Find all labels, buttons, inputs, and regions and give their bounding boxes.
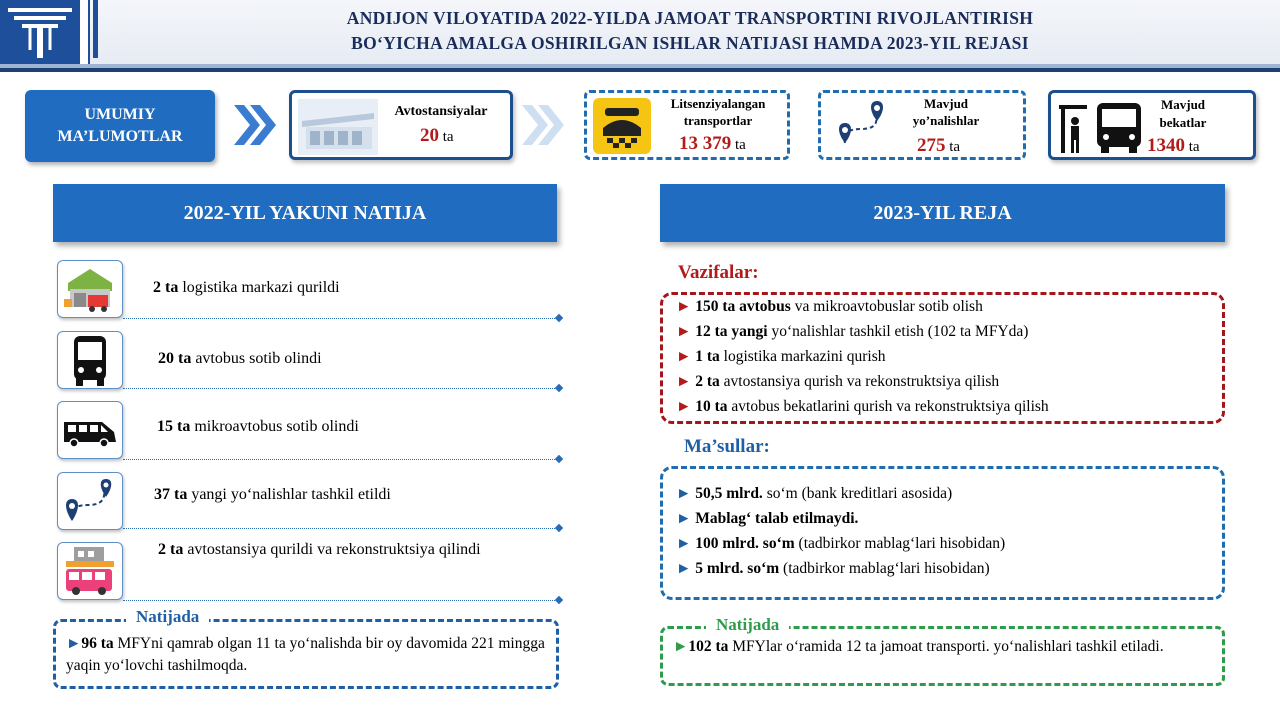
- divider-dot: [555, 596, 563, 604]
- task-item: [676, 295, 983, 319]
- left-result-title: Natijada: [126, 607, 209, 627]
- result-bold: 102 ta: [688, 638, 729, 655]
- task-text: avtobus bekatlarini qurish va rekonstruktsiya qilish: [731, 398, 1049, 415]
- source-text: (tadbirkor mablag‘lari hisobidan): [783, 560, 990, 577]
- task-bold: 150 ta avtobus: [695, 298, 791, 315]
- divider-dot: [555, 384, 563, 392]
- divider: [123, 600, 559, 601]
- result-text: MFYlar o‘ramida 12 ta jamoat transporti. yo‘nalishlari tashkil etiladi.: [732, 638, 1164, 655]
- task-text: avtostansiya qurish va rekonstruktsiya qilish: [723, 373, 1000, 390]
- card-unit: ta: [735, 137, 746, 153]
- triangle-right-icon: ►: [676, 348, 692, 365]
- item-text: avtostansiya qurildi va rekonstruktsiya qilindi: [187, 541, 481, 558]
- result-bold: 96 ta: [81, 635, 114, 652]
- card-label-line-2: yo’nalishlar: [912, 113, 980, 128]
- logo: [0, 0, 100, 64]
- task-item: [676, 345, 886, 369]
- general-label-line-1: UMUMIY: [84, 106, 156, 123]
- divider: [123, 528, 559, 529]
- source-item: [676, 482, 952, 506]
- card-label-line-1: Mavjud: [923, 96, 969, 111]
- list-item: [158, 539, 522, 561]
- source-bold: Mablag‘ talab etilmaydi.: [695, 510, 859, 527]
- warehouse-icon: [57, 260, 123, 318]
- source-text: (tadbirkor mablag‘lari hisobidan): [798, 535, 1006, 552]
- card-value: [1147, 135, 1200, 157]
- route-icon: [57, 472, 123, 530]
- card-label-line-1: Litsenziyalangan: [670, 96, 766, 111]
- item-bold: 20 ta: [158, 350, 192, 367]
- task-bold: 12 ta yangi: [695, 323, 768, 340]
- card-label-line-2: bekatlar: [1159, 115, 1207, 130]
- triangle-right-icon: ►: [673, 638, 689, 655]
- triangle-right-icon: ►: [676, 323, 692, 340]
- card-label: [1143, 96, 1223, 132]
- task-text: va mikroavtobuslar sotib olish: [794, 298, 983, 315]
- card-value: [420, 125, 454, 147]
- right-result-text: [673, 636, 1217, 658]
- divider: [123, 318, 559, 319]
- item-bold: 2 ta: [153, 279, 179, 296]
- task-text: logistika markazini qurish: [723, 348, 886, 365]
- task-item: [676, 320, 1028, 344]
- item-text: mikroavtobus sotib olindi: [194, 418, 359, 435]
- card-licensed-transport: [584, 90, 790, 160]
- chevron-right-icon: [232, 103, 280, 147]
- list-item: [157, 416, 359, 438]
- card-number: 20: [420, 125, 439, 146]
- task-text: yo‘nalishlar tashkil etish (102 ta MFYda): [771, 323, 1029, 340]
- card-unit: ta: [949, 139, 961, 155]
- triangle-right-icon: ►: [676, 398, 692, 415]
- page-title: [140, 6, 1240, 56]
- list-item: [154, 484, 391, 506]
- divider-dot: [555, 314, 563, 322]
- card-value: [679, 133, 746, 155]
- sources-title: Ma’sullar:: [684, 436, 770, 457]
- source-bold: 50,5 mlrd.: [695, 485, 763, 502]
- source-bold: 100 mlrd. so‘m: [695, 535, 795, 552]
- task-item: [676, 370, 999, 394]
- route-pin-icon: [831, 99, 891, 155]
- task-item: [676, 395, 1049, 419]
- triangle-right-icon: ►: [676, 510, 692, 527]
- taxi-icon: [593, 98, 651, 154]
- divider: [123, 459, 559, 460]
- item-text: logistika markazi qurildi: [182, 279, 340, 296]
- task-bold: 1 ta: [695, 348, 720, 365]
- card-label: [653, 95, 783, 129]
- right-result-title: Natijada: [706, 615, 789, 635]
- card-routes: [818, 90, 1026, 160]
- item-bold: 15 ta: [157, 418, 191, 435]
- bus-stop-icon: [1057, 99, 1149, 155]
- triangle-right-icon: ►: [676, 535, 692, 552]
- card-label: [891, 95, 1001, 129]
- header-bar: [0, 0, 1280, 72]
- task-bold: 10 ta: [695, 398, 728, 415]
- triangle-right-icon: ►: [676, 560, 692, 577]
- general-label-line-2: MA’LUMOTLAR: [57, 128, 183, 145]
- bus-station-icon: [298, 99, 378, 155]
- chevron-right-faded-icon: [520, 103, 568, 147]
- triangle-right-icon: ►: [676, 485, 692, 502]
- card-label-line-2: transportlar: [683, 113, 753, 128]
- triangle-right-icon: ►: [676, 373, 692, 390]
- left-section-title: 2022-YIL YAKUNI NATIJA: [53, 184, 557, 242]
- divider: [123, 388, 559, 389]
- source-text: so‘m (bank kreditlari asosida): [766, 485, 953, 502]
- item-bold: 37 ta: [154, 486, 188, 503]
- minibus-icon: [57, 401, 123, 459]
- card-unit: ta: [1188, 139, 1200, 155]
- left-result-text: [66, 633, 552, 677]
- card-value: [917, 135, 960, 157]
- general-info-label: [25, 90, 215, 162]
- card-number: 275: [917, 135, 946, 156]
- source-item: [676, 507, 858, 531]
- task-bold: 2 ta: [695, 373, 720, 390]
- triangle-right-icon: ►: [66, 635, 82, 652]
- header-stripe: [0, 64, 1280, 68]
- tasks-title: Vazifalar:: [678, 262, 759, 283]
- card-bus-stations: [289, 90, 513, 160]
- bus-icon: [57, 331, 123, 389]
- item-bold: 2 ta: [158, 541, 184, 558]
- title-line-1: ANDIJON VILOYATIDA 2022-YILDA JAMOAT TRANSPORTINI RIVOJLANTIRISH: [346, 8, 1034, 28]
- title-line-2: BO‘YICHA AMALGA OSHIRILGAN ISHLAR NATIJASI HAMDA 2023-YIL REJASI: [351, 33, 1029, 53]
- transport-logo-icon: [0, 0, 100, 64]
- source-item: [676, 557, 990, 581]
- item-text: yangi yo‘nalishlar tashkil etildi: [191, 486, 391, 503]
- card-number: 13 379: [679, 133, 732, 154]
- result-text: MFYni qamrab olgan 11 ta yo‘nalishda bir oy davomida 221 mingga yaqin yo‘lovchi tashilmoqda.: [66, 635, 545, 674]
- card-number: 1340: [1147, 135, 1185, 156]
- card-unit: ta: [442, 129, 454, 145]
- card-label: Avtostansiyalar: [394, 104, 488, 119]
- bus-terminal-icon: [57, 542, 123, 600]
- source-bold: 5 mlrd. so‘m: [695, 560, 780, 577]
- divider-dot: [555, 524, 563, 532]
- card-bus-stops: [1048, 90, 1256, 160]
- right-section-title: 2023-YIL REJA: [660, 184, 1225, 242]
- divider-dot: [555, 455, 563, 463]
- triangle-right-icon: ►: [676, 298, 692, 315]
- source-item: [676, 532, 1005, 556]
- list-item: [158, 348, 322, 370]
- list-item: [153, 277, 340, 299]
- item-text: avtobus sotib olindi: [195, 350, 322, 367]
- card-label-line-1: Mavjud: [1160, 97, 1206, 112]
